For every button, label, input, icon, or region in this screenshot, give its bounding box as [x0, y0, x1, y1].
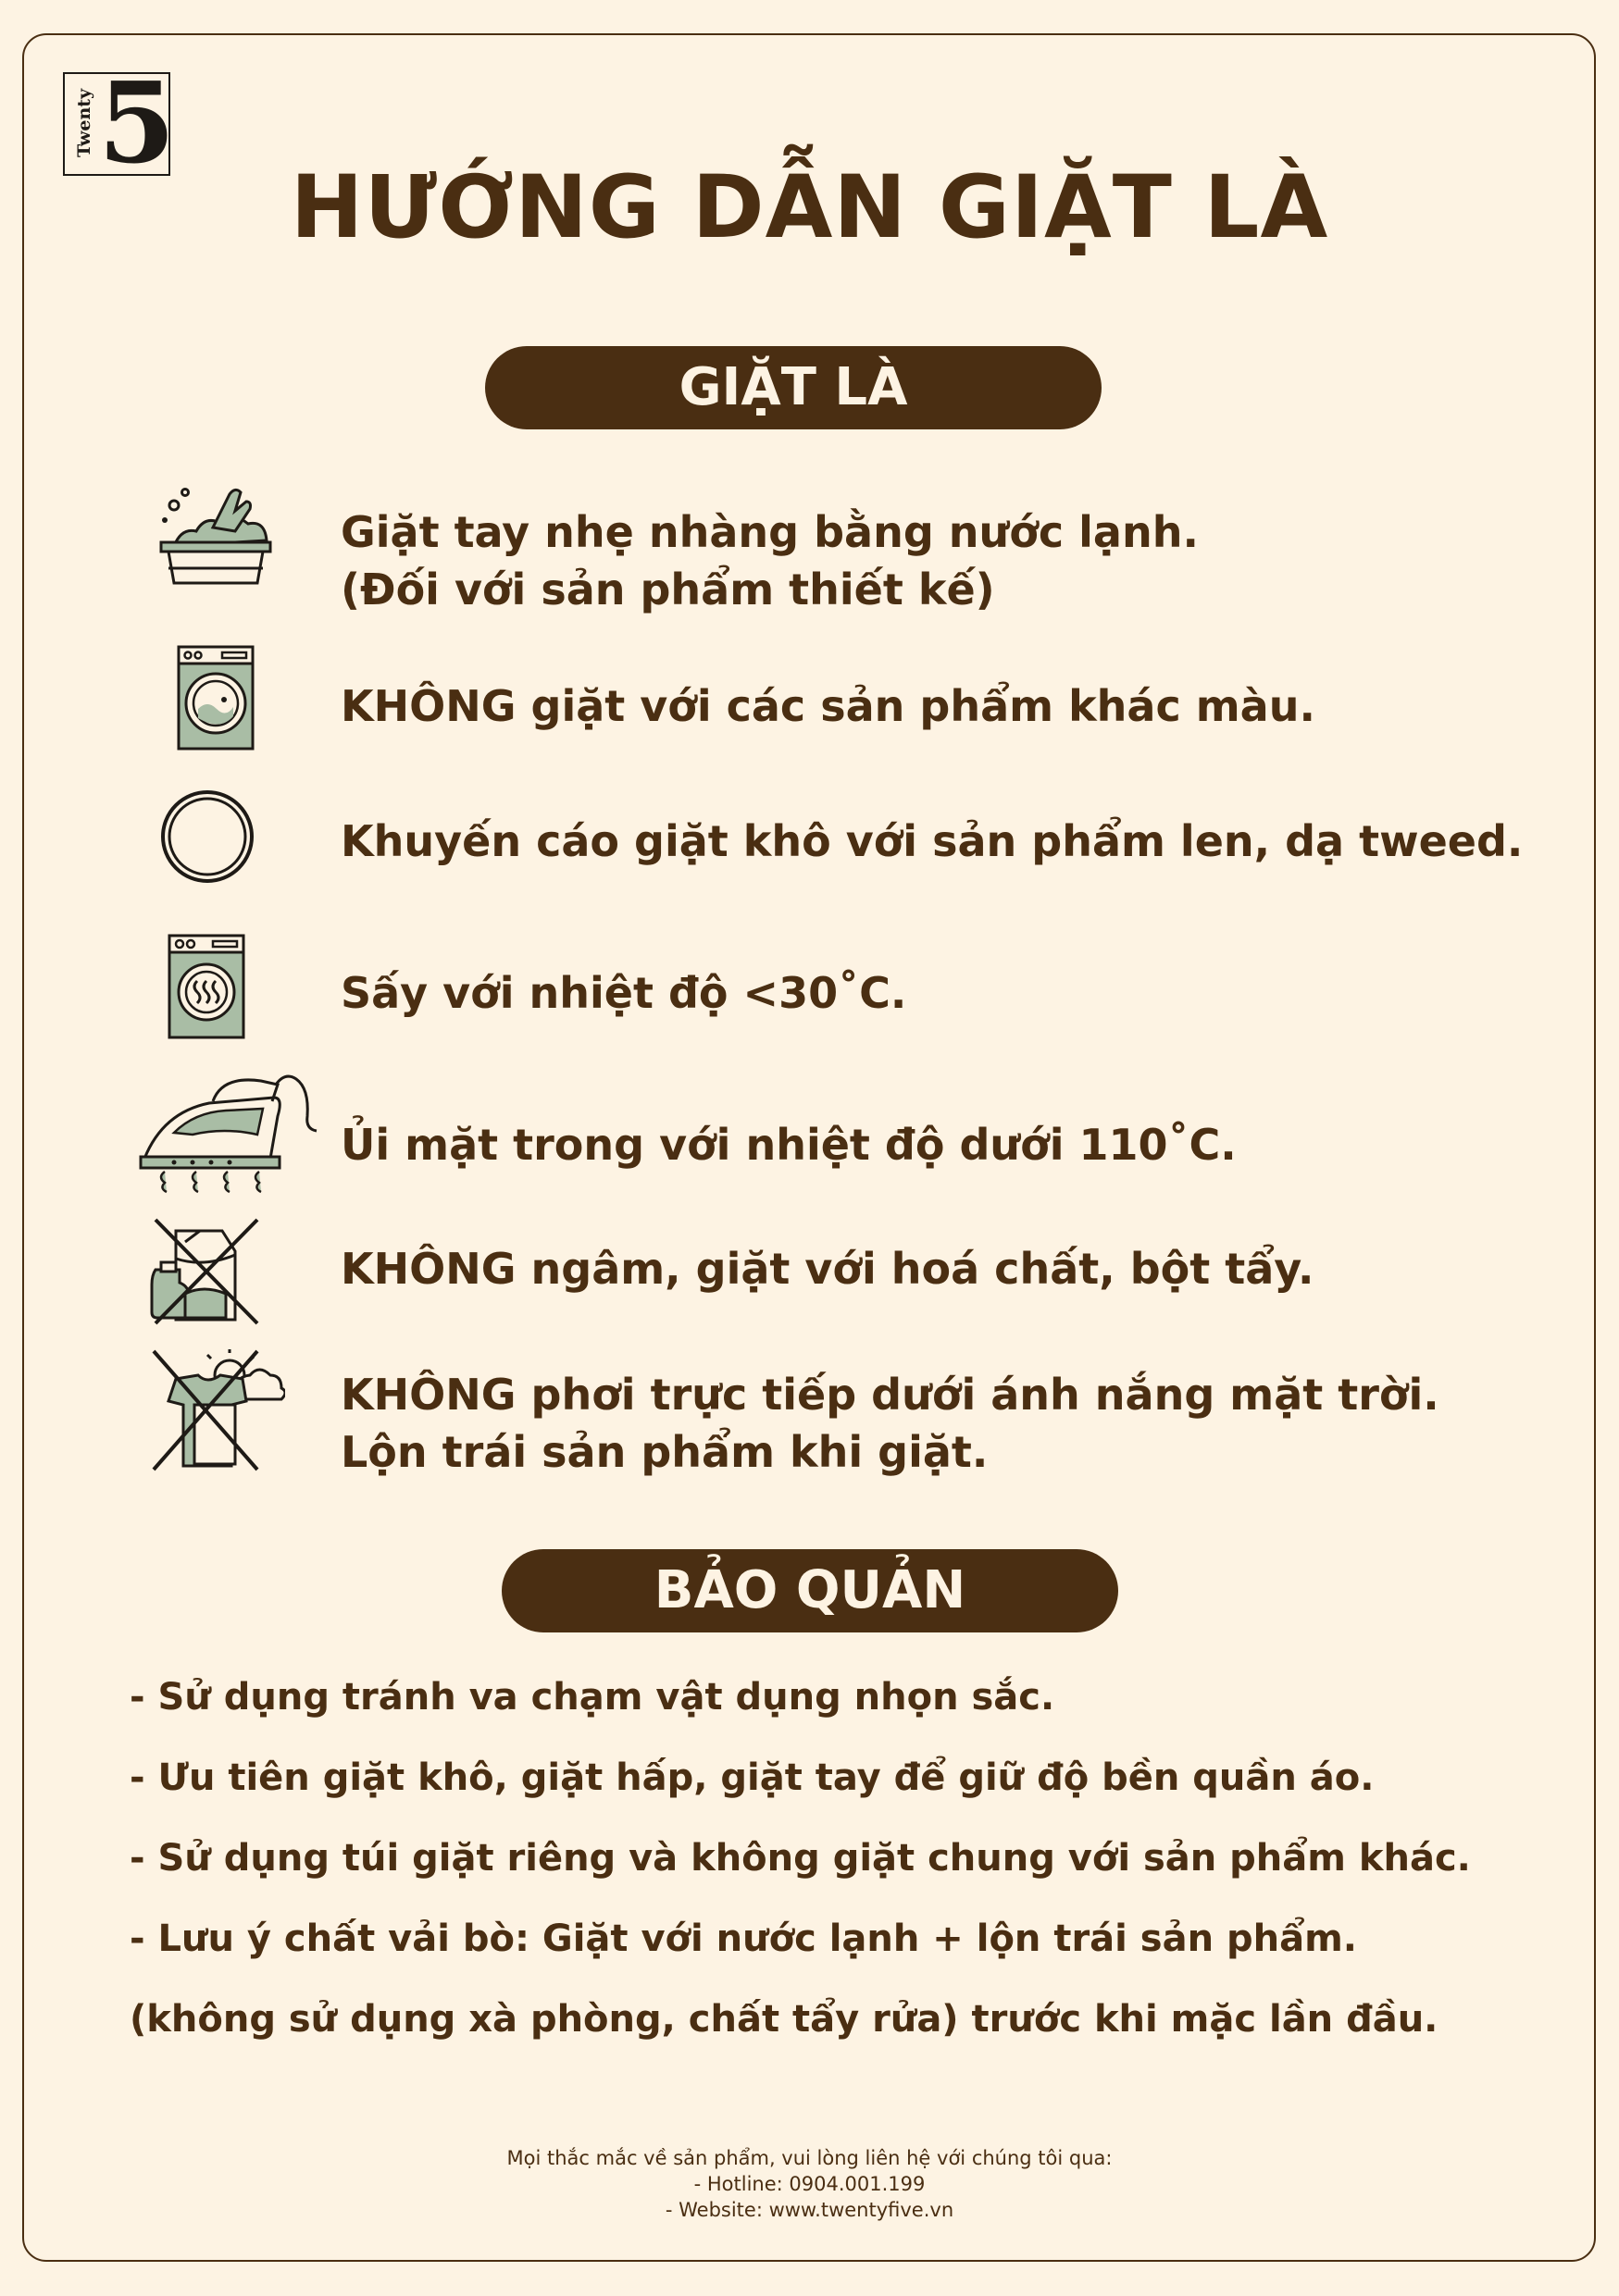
tumble-dryer-icon: [167, 933, 246, 1040]
care-item-no-sun: [341, 1366, 1439, 1481]
footer-contact-intro: Mọi thắc mắc về sản phẩm, vui lòng liên hệ với chúng tôi qua:: [506, 2147, 1113, 2169]
steam-iron-icon: [137, 1068, 322, 1198]
hand-wash-basin-icon: [156, 479, 276, 594]
care-line: Khuyến cáo giặt khô với sản phẩm len, dạ tweed.: [341, 816, 1524, 866]
storage-line: - Ưu tiên giặt khô, giặt hấp, giặt tay để giữ độ bền quần áo.: [130, 1756, 1375, 1799]
care-line: KHÔNG phơi trực tiếp dưới ánh nắng mặt trời.: [341, 1370, 1439, 1420]
logo-word: Twenty: [74, 88, 94, 157]
page-title: HƯỚNG DẪN GIẶT LÀ: [290, 157, 1329, 258]
care-line: KHÔNG giặt với các sản phẩm khác màu.: [341, 681, 1315, 731]
storage-line: (không sử dụng xà phòng, chất tẩy rửa) trước khi mặc lần đầu.: [130, 1998, 1438, 2041]
dry-clean-circle-icon: [159, 788, 255, 885]
storage-line: - Sử dụng túi giặt riêng và không giặt chung với sản phẩm khác.: [130, 1837, 1471, 1880]
storage-line: - Lưu ý chất vải bò: Giặt với nước lạnh + lộn trái sản phẩm.: [130, 1917, 1357, 1960]
care-item-color-separate: [341, 677, 1315, 735]
care-line: Giặt tay nhẹ nhàng bằng nước lạnh.: [341, 507, 1199, 557]
section-heading-washing: GIẶT LÀ: [485, 346, 1102, 429]
care-item-hand-wash: [341, 503, 1199, 618]
storage-line: - Sử dụng tránh va chạm vật dụng nhọn sắc.: [130, 1676, 1055, 1719]
care-line: (Đối với sản phẩm thiết kế): [341, 565, 995, 614]
care-item-iron: [341, 1116, 1237, 1173]
care-item-dry-clean: [341, 813, 1523, 870]
care-line: Lộn trái sản phẩm khi giặt.: [341, 1427, 989, 1477]
care-item-no-bleach: [341, 1240, 1314, 1297]
care-line: KHÔNG ngâm, giặt với hoá chất, bột tẩy.: [341, 1244, 1314, 1294]
washing-machine-icon: [176, 644, 255, 751]
logo-number: 5: [98, 58, 176, 189]
footer-hotline: - Hotline: 0904.001.199: [693, 2173, 926, 2195]
footer-website: - Website: www.twentyfive.vn: [665, 2199, 954, 2221]
care-line: Ủi mặt trong với nhiệt độ dưới 110˚C.: [341, 1120, 1237, 1170]
no-bleach-icon: [148, 1212, 265, 1331]
section-heading-storage: BẢO QUẢN: [502, 1549, 1118, 1632]
care-item-tumble-dry: [341, 964, 906, 1022]
no-sun-dry-icon: [148, 1347, 285, 1473]
care-line: Sấy với nhiệt độ <30˚C.: [341, 968, 907, 1018]
